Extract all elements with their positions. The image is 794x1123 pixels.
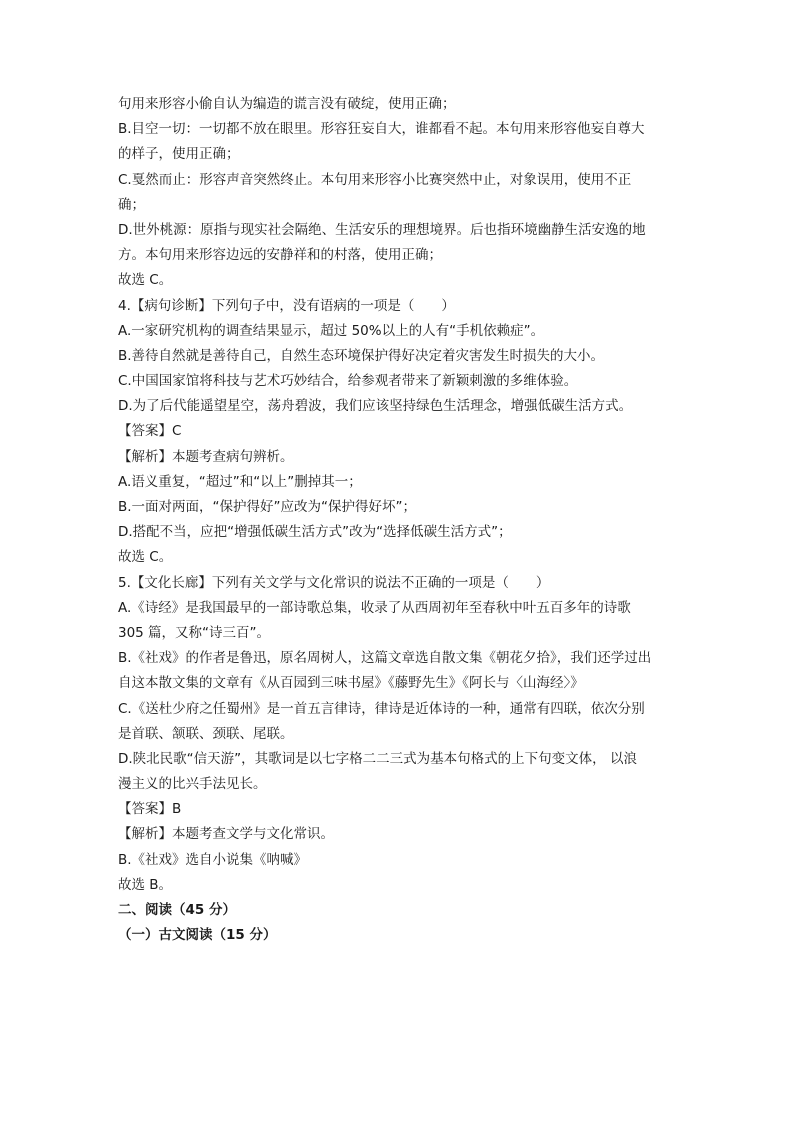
text-line: 确； [118,196,145,213]
text-line: 的样子，使用正确； [118,146,240,163]
text-line: C.戛然而止：形容声音突然终止。本句用来形容小比赛突然中止，对象误用，使用不正 [118,171,632,188]
text-line: 305 篇，又称“诗三百”。 [118,624,271,641]
document-page [118,92,678,948]
text-line: D.搭配不当，应把“增强低碳生活方式”改为“选择低碳生活方式”； [118,524,512,541]
option-b: B.《社戏》的作者是鲁迅，原名周树人，这篇文章选自散文集《朝花夕拾》，我们还学过出 [118,650,652,667]
text-line: 句用来形容小偷自认为编造的谎言没有破绽，使用正确； [118,96,456,112]
text-line: 故选 B。 [118,876,173,893]
answer-label: 【答案】B [118,801,182,818]
text-line: B.目空一切：一切都不放在眼里。形容狂妄自大，谁都看不起。本句用来形容他妄自尊大 [118,121,645,138]
text-line: 漫主义的比兴手法见长。 [118,776,267,793]
text-line: D.世外桃源：原指与现实社会隔绝、生活安乐的理想境界。后也指环境幽静生活安逸的地 [118,221,646,238]
text-line: 故选 C。 [118,272,173,289]
option-a: A.《诗经》是我国最早的一部诗歌总集，收录了从西周初年至春秋中叶五百多年的诗歌 [118,599,631,616]
section-heading: 二、阅读（45 分） [118,902,236,918]
option-a: A.一家研究机构的调查结果显示，超过 50%以上的人有“手机依赖症”。 [118,322,545,339]
option-c: C.《送杜少府之任蜀州》是一首五言律诗，律诗是近体诗的一种，通常有四联，依次分别 [118,700,645,717]
option-b: B.善待自然就是善待自己，自然生态环境保护得好决定着灾害发生时损失的大小。 [118,347,605,364]
analysis-label: 【解析】本题考查病句辨析。 [118,448,294,465]
subsection-heading: （一）古文阅读（15 分） [118,927,277,944]
text-line: 方。本句用来形容边远的安静祥和的村落，使用正确； [118,247,442,264]
text-line: A.语义重复，“超过”和“以上”删掉其一； [118,473,362,490]
option-d: D.陕北民歌“信天游”，其歌词是以七字格二二三式为基本句格式的上下句变文体， 以浪 [118,750,637,767]
text-line: 是首联、颔联、颈联、尾联。 [118,725,294,742]
option-c: C.中国国家馆将科技与艺术巧妙结合，给参观者带来了新颖刺激的多维体验。 [118,373,578,390]
text-line: 故选 C。 [118,549,173,566]
analysis-label: 【解析】本题考查文学与文化常识。 [118,826,334,843]
question-4-stem: 4.【病句诊断】下列句子中，没有语病的一项是（ ） [118,297,455,314]
text-line: B.《社戏》选自小说集《呐喊》 [118,851,308,868]
text-line: 自这本散文集的文章有《从百园到三味书屋》《藤野先生》《阿长与〈山海经〉》 [118,675,584,692]
answer-label: 【答案】C [118,423,182,440]
option-d: D.为了后代能遥望星空，荡舟碧波，我们应该坚持绿色生活理念，增强低碳生活方式。 [118,398,633,415]
text-line: B.一面对两面，“保护得好”应改为“保护得好坏”； [118,499,417,515]
question-5-stem: 5.【文化长廊】下列有关文学与文化常识的说法不正确的一项是（ ） [118,574,550,591]
